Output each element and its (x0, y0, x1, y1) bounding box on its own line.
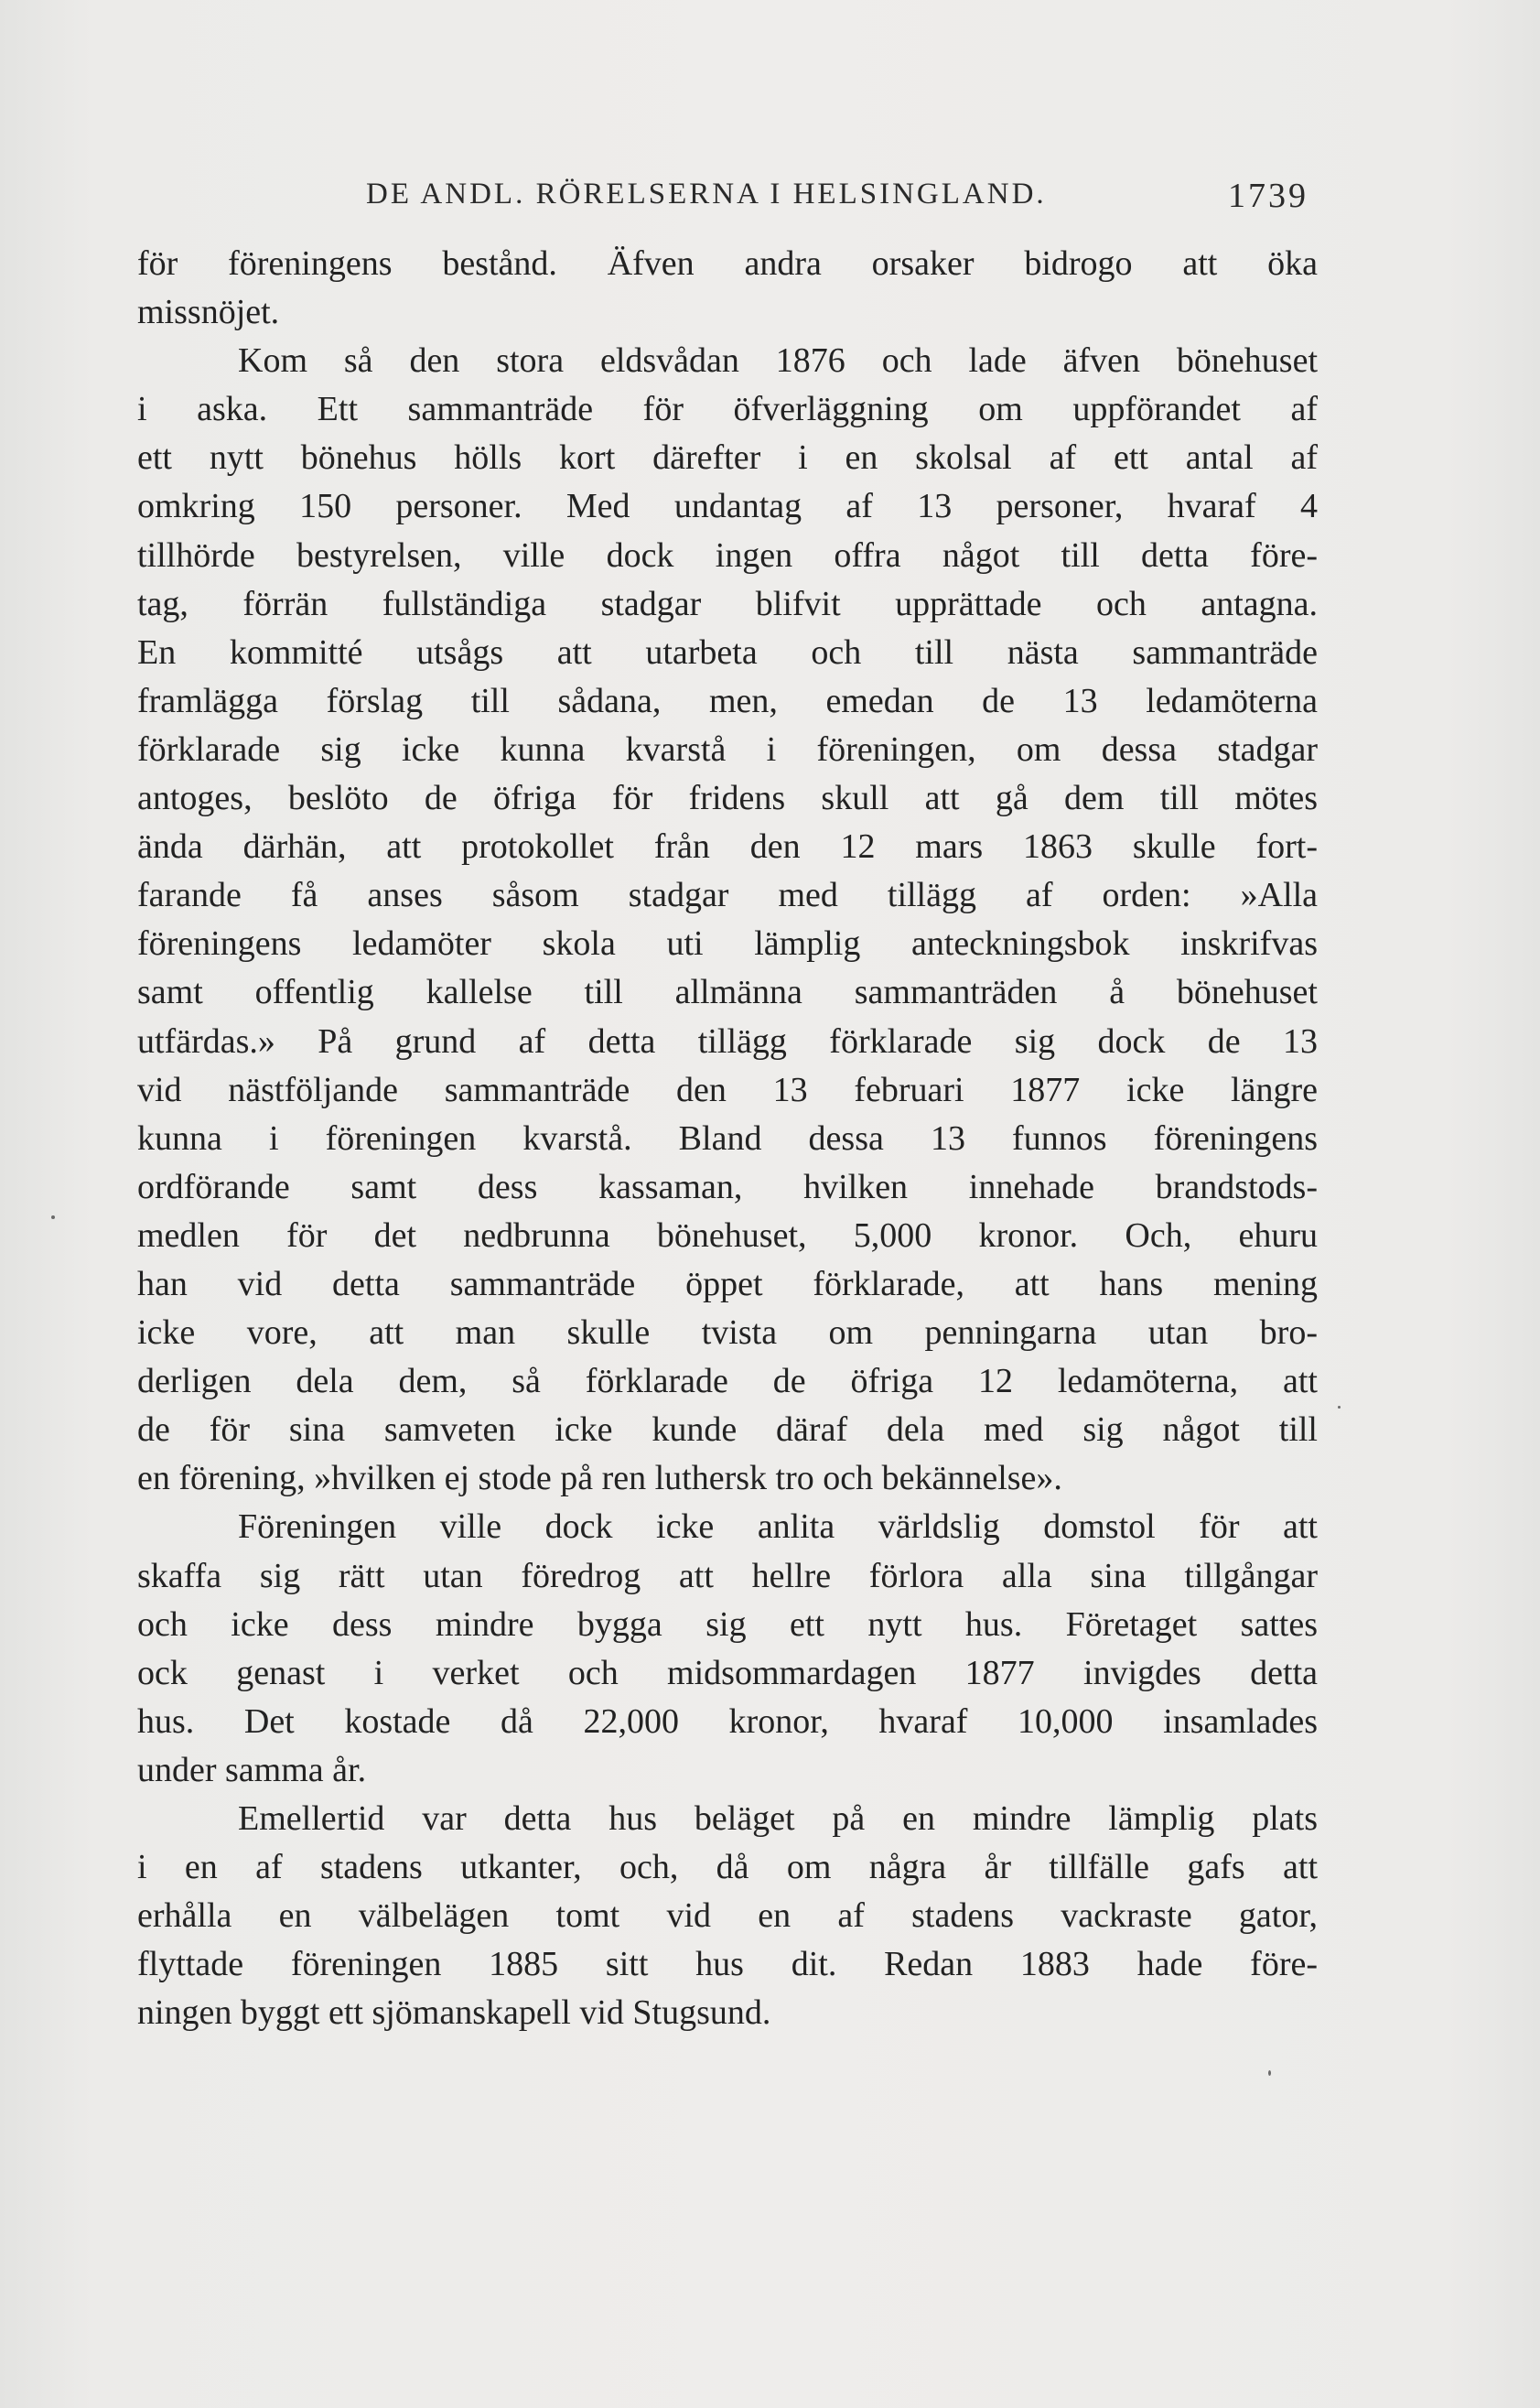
text-line: de för sina samveten icke kunde däraf dela med sig något till (137, 1410, 1318, 1450)
text-line: Emellertid var detta hus beläget på en mindre lämplig plats (238, 1799, 1318, 1838)
text-line: ordförande samt dess kassaman, hvilken innehade brandstods- (137, 1167, 1318, 1206)
text-line: utfärdas.» På grund af detta tillägg förklarade sig dock de 13 (137, 1021, 1318, 1061)
text-line: i en af stadens utkanter, och, då om några år tillfälle gafs att (137, 1848, 1318, 1887)
text-line: ningen byggt ett sjömanskapell vid Stugsund. (137, 1993, 771, 2033)
text-line: förklarade sig icke kunna kvarstå i föreningen, om dessa stadgar (137, 729, 1318, 769)
text-line: derligen dela dem, så förklarade de öfriga 12 ledamöterna, att (137, 1362, 1318, 1401)
text-line: Kom så den stora eldsvådan 1876 och lade äfven bönehuset (238, 341, 1318, 381)
text-line: flyttade föreningen 1885 sitt hus dit. Redan 1883 hade före- (137, 1945, 1318, 1984)
text-line: och icke dess mindre bygga sig ett nytt hus. Företaget sattes (137, 1604, 1318, 1644)
text-line: kunna i föreningen kvarstå. Bland dessa 13 funnos föreningens (137, 1118, 1318, 1158)
text-line: hus. Det kostade då 22,000 kronor, hvaraf 10,000 insamlades (137, 1701, 1318, 1741)
text-line: icke vore, att man skulle tvista om penningarna utan bro- (137, 1313, 1318, 1353)
text-line: antoges, beslöto de öfriga för fridens skull att gå dem till mötes (137, 779, 1318, 818)
paper-speck (1338, 1406, 1341, 1409)
text-line: Föreningen ville dock icke anlita världslig domstol för att (238, 1507, 1318, 1547)
text-line: erhålla en välbelägen tomt vid en af stadens vackraste gator, (137, 1896, 1318, 1936)
text-line: ända därhän, att protokollet från den 12 mars 1863 skulle fort- (137, 827, 1318, 867)
text-line: samt offentlig kallelse till allmänna sammanträden å bönehuset (137, 973, 1318, 1012)
text-line: farande få anses såsom stadgar med tillägg af orden: »Alla (137, 876, 1318, 915)
text-line: föreningens ledamöter skola uti lämplig anteckningsbok inskrifvas (137, 924, 1318, 964)
text-line: medlen för det nedbrunna bönehuset, 5,000 kronor. Och, ehuru (137, 1215, 1318, 1255)
text-line: under samma år. (137, 1750, 367, 1789)
text-line: ett nytt bönehus hölls kort därefter i en skolsal af ett antal af (137, 438, 1318, 478)
text-line: omkring 150 personer. Med undantag af 13 personer, hvaraf 4 (137, 487, 1318, 526)
paper-speck (1268, 2070, 1271, 2076)
text-line: en förening, »hvilken ej stode på ren luthersk tro och bekännelse». (137, 1459, 1062, 1498)
text-line: han vid detta sammanträde öppet förklarade, att hans mening (137, 1264, 1318, 1303)
text-line: framlägga förslag till sådana, men, emedan de 13 ledamöterna (137, 681, 1318, 720)
paper-speck (51, 1215, 55, 1219)
text-line: vid nästföljande sammanträde den 13 februari 1877 icke längre (137, 1070, 1318, 1109)
text-line: tag, förrän fullständiga stadgar blifvit upprättade och antagna. (137, 584, 1318, 623)
page-number: 1739 (1228, 177, 1308, 215)
text-line: skaffa sig rätt utan föredrog att hellre förlora alla sina tillgångar (137, 1556, 1318, 1595)
body-text (137, 240, 1318, 2037)
running-title: DE ANDL. RÖRELSERNA I HELSINGLAND. (366, 178, 1047, 211)
text-line: missnöjet. (137, 293, 280, 332)
running-head (137, 165, 1336, 229)
text-line: ock genast i verket och midsommardagen 1877 invigdes detta (137, 1653, 1318, 1692)
text-line: i aska. Ett sammanträde för öfverläggning om uppförandet af (137, 390, 1318, 429)
text-line: för föreningens bestånd. Äfven andra orsaker bidrogo att öka (137, 244, 1318, 283)
text-line: En kommitté utsågs att utarbeta och till nästa sammanträde (137, 632, 1318, 672)
text-line: tillhörde bestyrelsen, ville dock ingen offra något till detta före- (137, 535, 1318, 575)
